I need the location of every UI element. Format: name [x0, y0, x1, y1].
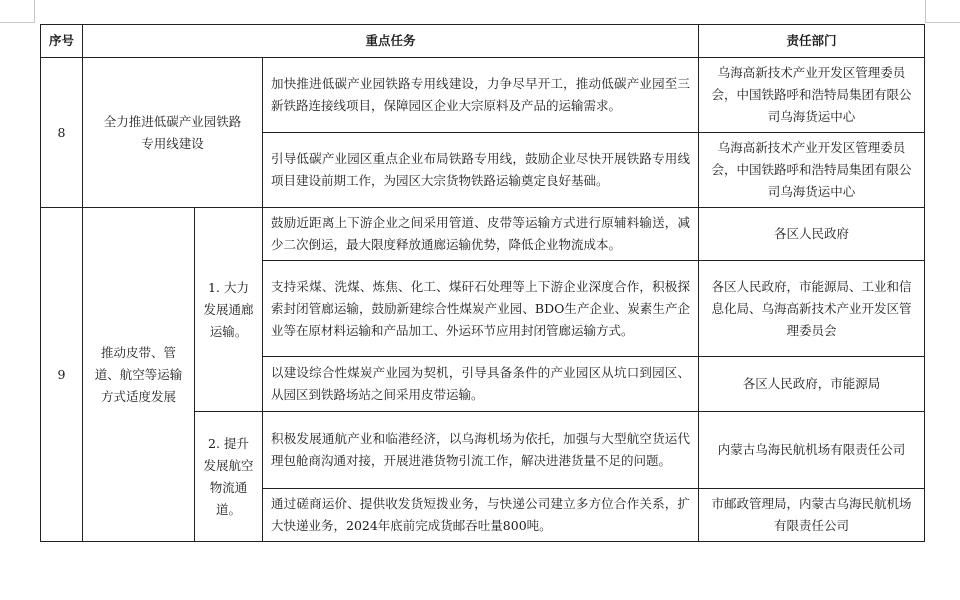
- header-seq: 序号: [41, 25, 83, 58]
- task-content: 加快推进低碳产业园铁路专用线建设，力争尽早开工，推动低碳产业园至三新铁路连接线项目，保障园区企业大宗原料及产品的运输需求。: [263, 58, 699, 133]
- responsible-dept: 各区人民政府: [699, 208, 925, 261]
- task-content: 以建设综合性煤炭产业园为契机，引导具备条件的产业园区从坑口到园区、从园区到铁路场站之间采用皮带运输。: [263, 357, 699, 412]
- task-content: 引导低碳产业园区重点企业布局铁路专用线，鼓励企业尽快开展铁路专用线项目建设前期工作，为园区大宗货物铁路运输奠定良好基础。: [263, 133, 699, 208]
- page-corner-mark-right: [925, 0, 960, 23]
- task-title: 全力推进低碳产业园铁路专用线建设: [83, 58, 263, 208]
- task-content: 鼓励近距离上下游企业之间采用管道、皮带等运输方式进行原辅料输送，减少二次倒运，最大限度释放通廊运输优势，降低企业物流成本。: [263, 208, 699, 261]
- row-number: 9: [41, 208, 83, 542]
- responsible-dept: 内蒙古乌海民航机场有限责任公司: [699, 412, 925, 489]
- header-dept: 责任部门: [699, 25, 925, 58]
- subtask-label: 1. 大力发展通廊运输。: [195, 208, 263, 412]
- responsible-dept: 市邮政管理局，内蒙古乌海民航机场有限责任公司: [699, 489, 925, 542]
- page-corner-mark-left: [0, 0, 35, 23]
- task-content: 通过磋商运价、提供收发货短拨业务，与快递公司建立多方位合作关系，扩大快递业务，2024年底前完成货邮吞吐量800吨。: [263, 489, 699, 542]
- task-content: 积极发展通航产业和临港经济，以乌海机场为依托，加强与大型航空货运代理包舱商沟通对接，开展进港货物引流工作，解决进港货量不足的问题。: [263, 412, 699, 489]
- responsible-dept: 乌海高新技术产业开发区管理委员会，中国铁路呼和浩特局集团有限公司乌海货运中心: [699, 133, 925, 208]
- task-title: 推动皮带、管道、航空等运输方式适度发展: [83, 208, 195, 542]
- table-header-row: [41, 25, 925, 58]
- table-row: [41, 208, 925, 261]
- subtask-label: 2. 提升发展航空物流通道。: [195, 412, 263, 542]
- task-table: [40, 24, 925, 542]
- row-number: 8: [41, 58, 83, 208]
- responsible-dept: 各区人民政府，市能源局、工业和信息化局、乌海高新技术产业开发区管理委员会: [699, 261, 925, 357]
- table-row: [41, 58, 925, 133]
- task-content: 支持采煤、洗煤、炼焦、化工、煤矸石处理等上下游企业深度合作，积极探索封闭管廊运输，鼓励新建综合性煤炭产业园、BDO生产企业、炭素生产企业等在原材料运输和产品加工、外运环节应用封闭管廊运输方式。: [263, 261, 699, 357]
- header-task: 重点任务: [83, 25, 699, 58]
- responsible-dept: 各区人民政府，市能源局: [699, 357, 925, 412]
- responsible-dept: 乌海高新技术产业开发区管理委员会，中国铁路呼和浩特局集团有限公司乌海货运中心: [699, 58, 925, 133]
